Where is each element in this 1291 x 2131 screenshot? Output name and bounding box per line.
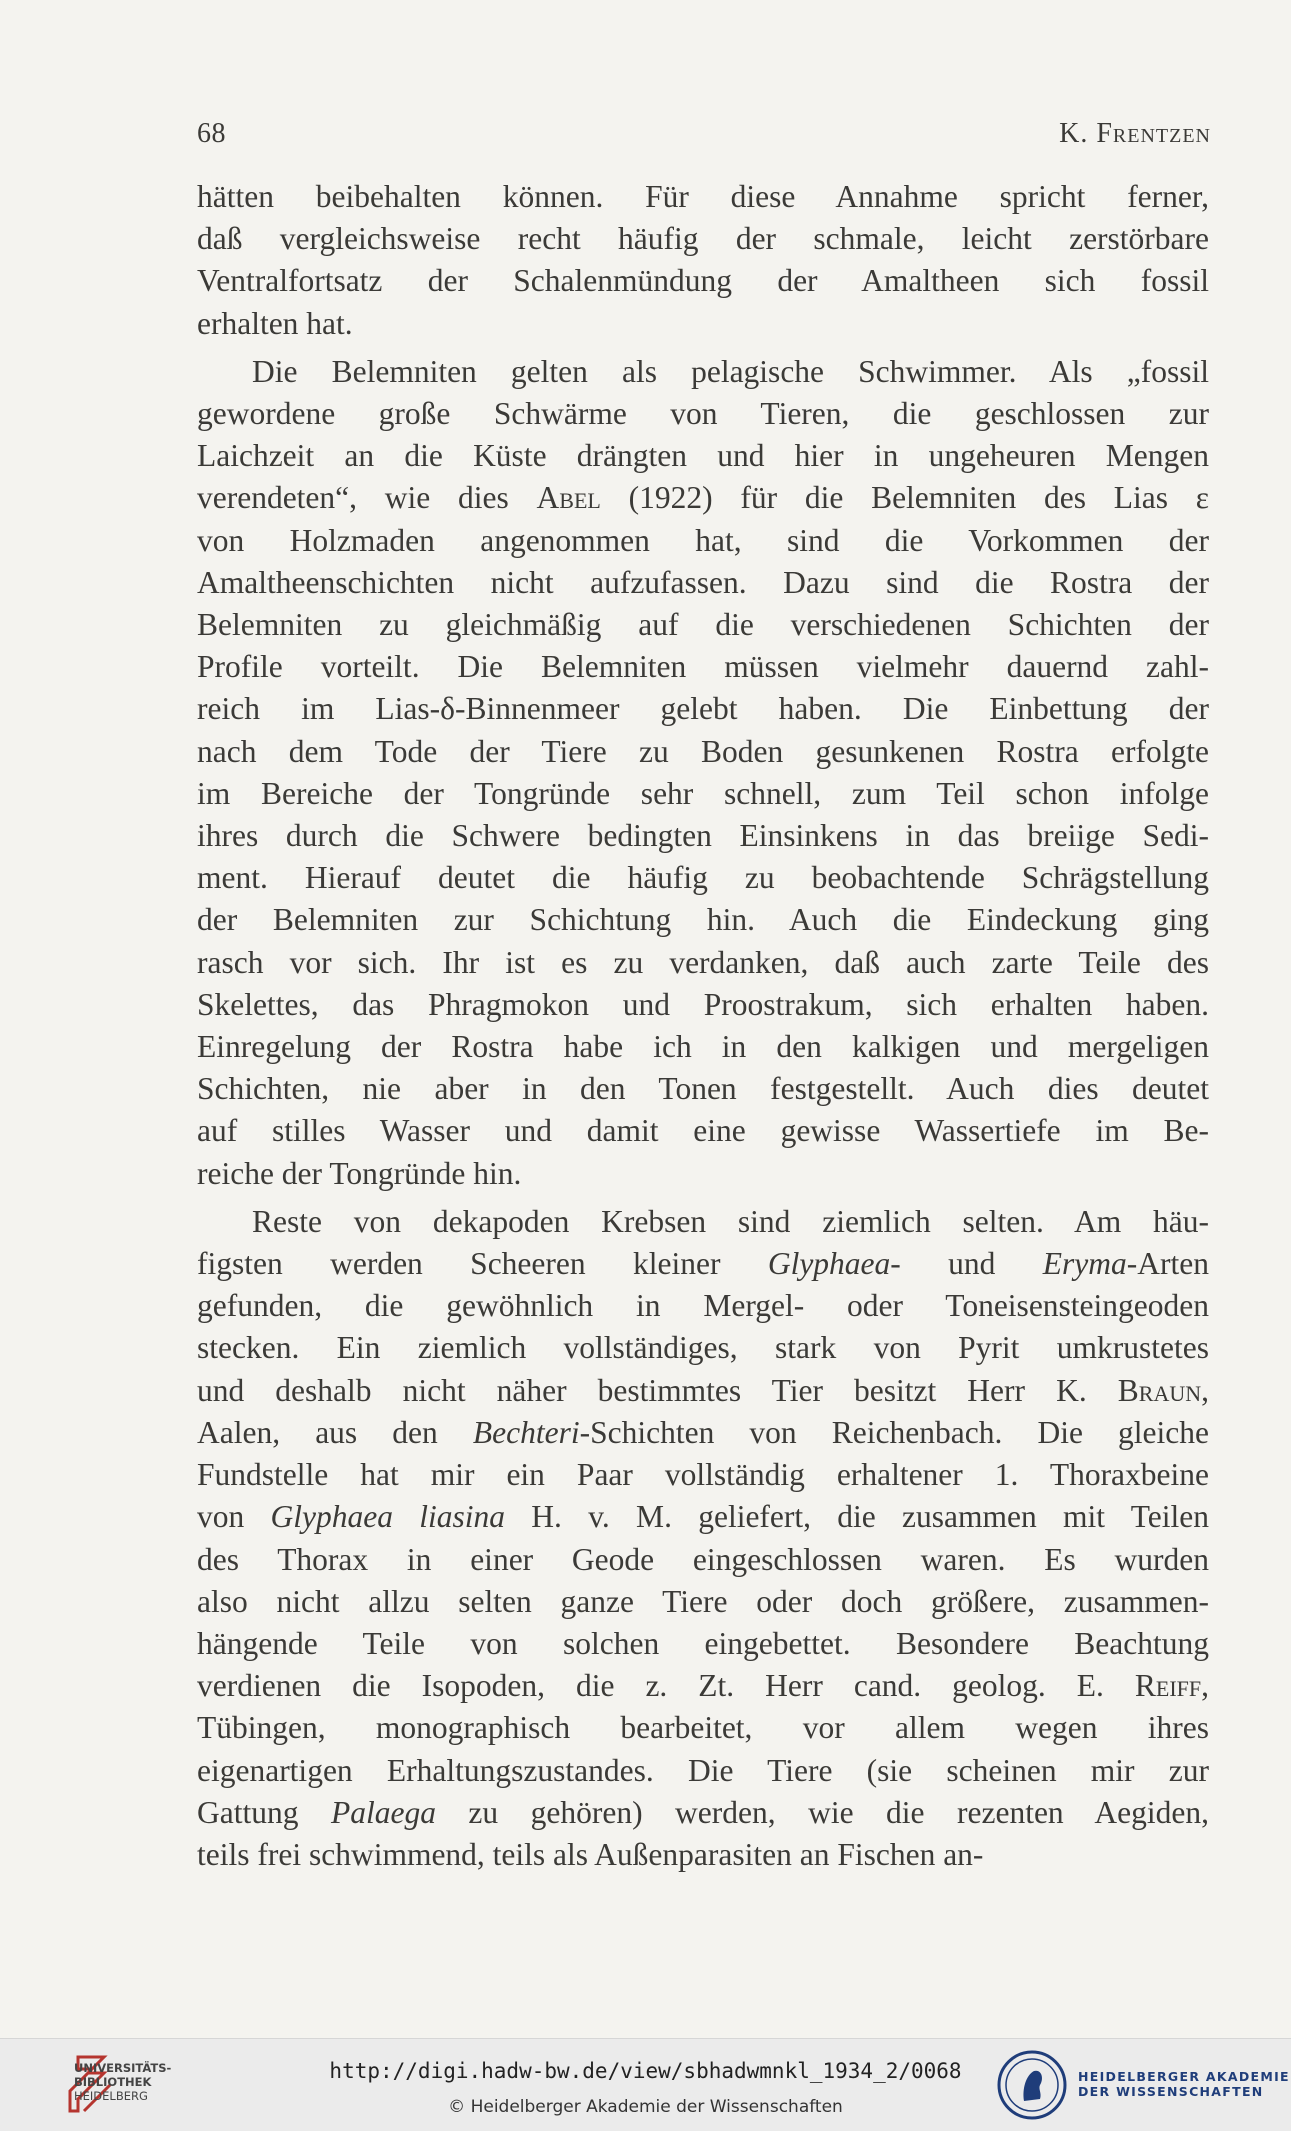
viewer-footer [0,2038,1291,2131]
academy-seal-icon [996,2049,1068,2121]
text-line: ment. Hierauf deutet die häufig zu beobachtende Schrägstellung [197,860,1209,896]
text-line: daß vergleichsweise recht häufig der schmale, leicht zerstörbare [197,221,1209,257]
academy-line-1: HEIDELBERGER AKADEMIE [1078,2069,1290,2084]
library-line-1: UNIVERSITÄTS- [74,2061,172,2075]
text-line: Reste von dekapoden Krebsen sind ziemlich selten. Am häu- [252,1203,1209,1239]
text-line: Gattung Palaega zu gehören) werden, wie die rezenten Aegiden, [197,1794,1210,1830]
paragraph-1 [197,176,1209,345]
body-text [197,176,1209,1876]
text-line: Amaltheenschichten nicht aufzufassen. Dazu sind die Rostra der [197,564,1209,600]
text-line: Skelettes, das Phragmokon und Proostrakum, sich erhalten haben. [197,986,1209,1022]
text-line: Einregelung der Rostra habe ich in den kalkigen und mergeligen [197,1029,1209,1065]
text-line: auf stilles Wasser und damit eine gewisse Wassertiefe im Be- [197,1113,1209,1149]
text-line: Profile vorteilt. Die Belemniten müssen vielmehr dauernd zahl- [197,649,1209,685]
page-number: 68 [197,118,226,149]
library-line-3: HEIDELBERG [74,2089,148,2103]
text-line: teils frei schwimmend, teils als Außenparasiten an Fischen an- [197,1836,984,1872]
text-line: erhalten hat. [197,305,353,341]
text-line: Aalen, aus den Bechteri-Schichten von Reichenbach. Die gleiche [197,1414,1209,1450]
text-line: Fundstelle hat mir ein Paar vollständig erhaltener 1. Thoraxbeine [197,1457,1209,1493]
text-line: reich im Lias-δ-Binnenmeer gelebt haben. Die Einbettung der [197,691,1209,727]
text-line: stecken. Ein ziemlich vollständiges, stark von Pyrit umkrustetes [197,1330,1209,1366]
text-line: Schichten, nie aber in den Tonen festgestellt. Auch dies deutet [197,1071,1209,1107]
taxon-name: Palaega [330,1794,436,1830]
author-name: Abel [536,480,601,516]
text-line: Ventralfortsatz der Schalenmündung der Amaltheen sich fossil [197,263,1209,299]
text-line: Die Belemniten gelten als pelagische Schwimmer. Als „fossil [252,353,1209,389]
taxon-name: Glyphaea [767,1246,891,1282]
taxon-name: Eryma [1042,1246,1127,1282]
running-head-author: K. Frentzen [1059,118,1211,149]
text-line: im Bereiche der Tongründe sehr schnell, zum Teil schon infolge [197,775,1209,811]
text-line: verendeten“, wie dies Abel (1922) für die Belemniten des Lias ε [197,480,1210,516]
copyright-notice: © Heidelberger Akademie der Wissenschaften [448,2097,843,2117]
text-line: Belemniten zu gleichmäßig auf die verschiedenen Schichten der [197,607,1209,643]
text-line: nach dem Tode der Tiere zu Boden gesunkenen Rostra erfolgte [197,733,1209,769]
text-line: gefunden, die gewöhnlich in Mergel- oder Toneisensteingeoden [197,1288,1209,1324]
text-line: figsten werden Scheeren kleiner Glyphaea- und Eryma-Arten [197,1246,1209,1282]
text-line: also nicht allzu selten ganze Tiere oder doch größere, zusammen- [197,1583,1209,1619]
taxon-name: Bechteri [472,1414,580,1450]
library-line-2: BIBLIOTHEK [74,2075,152,2089]
text-line: ihres durch die Schwere bedingten Einsinkens in das breiige Sedi- [197,818,1209,854]
academy-label [1078,2069,1290,2099]
academy-line-2: DER WISSENSCHAFTEN [1078,2084,1264,2099]
running-head [197,118,1211,154]
taxon-name: Glyphaea liasina [270,1499,506,1535]
text-line: hätten beibehalten können. Für diese Annahme spricht ferner, [197,179,1209,214]
text-line: gewordene große Schwärme von Tieren, die geschlossen zur [197,396,1209,432]
author-name: Reiff [1134,1668,1202,1704]
author-name: Braun [1117,1372,1202,1408]
text-line: hängende Teile von solchen eingebettet. Besondere Beachtung [197,1625,1209,1661]
text-line: Laichzeit an die Küste drängten und hier in ungeheuren Mengen [197,438,1209,474]
text-line: von Glyphaea liasina H. v. M. geliefert, die zusammen mit Teilen [197,1499,1209,1535]
text-line: Tübingen, monographisch bearbeitet, vor allem wegen ihres [197,1710,1209,1746]
document-url-link[interactable]: http://digi.hadw-bw.de/view/sbhadwmnkl_1934_2/0068 [329,2059,962,2083]
text-line: von Holzmaden angenommen hat, sind die Vorkommen der [197,522,1209,558]
paragraph-3 [197,1201,1209,1876]
text-line: der Belemniten zur Schichtung hin. Auch die Eindeckung ging [197,902,1209,938]
paragraph-2 [197,351,1209,1195]
text-line: reiche der Tongründe hin. [197,1155,522,1191]
text-line: rasch vor sich. Ihr ist es zu verdanken, daß auch zarte Teile des [197,944,1209,980]
text-line: und deshalb nicht näher bestimmtes Tier besitzt Herr K. Braun, [197,1372,1209,1408]
text-line: eigenartigen Erhaltungszustandes. Die Tiere (sie scheinen mir zur [197,1752,1209,1788]
text-line: des Thorax in einer Geode eingeschlossen waren. Es wurden [197,1541,1209,1577]
text-line: verdienen die Isopoden, die z. Zt. Herr cand. geolog. E. Reiff, [197,1668,1209,1704]
